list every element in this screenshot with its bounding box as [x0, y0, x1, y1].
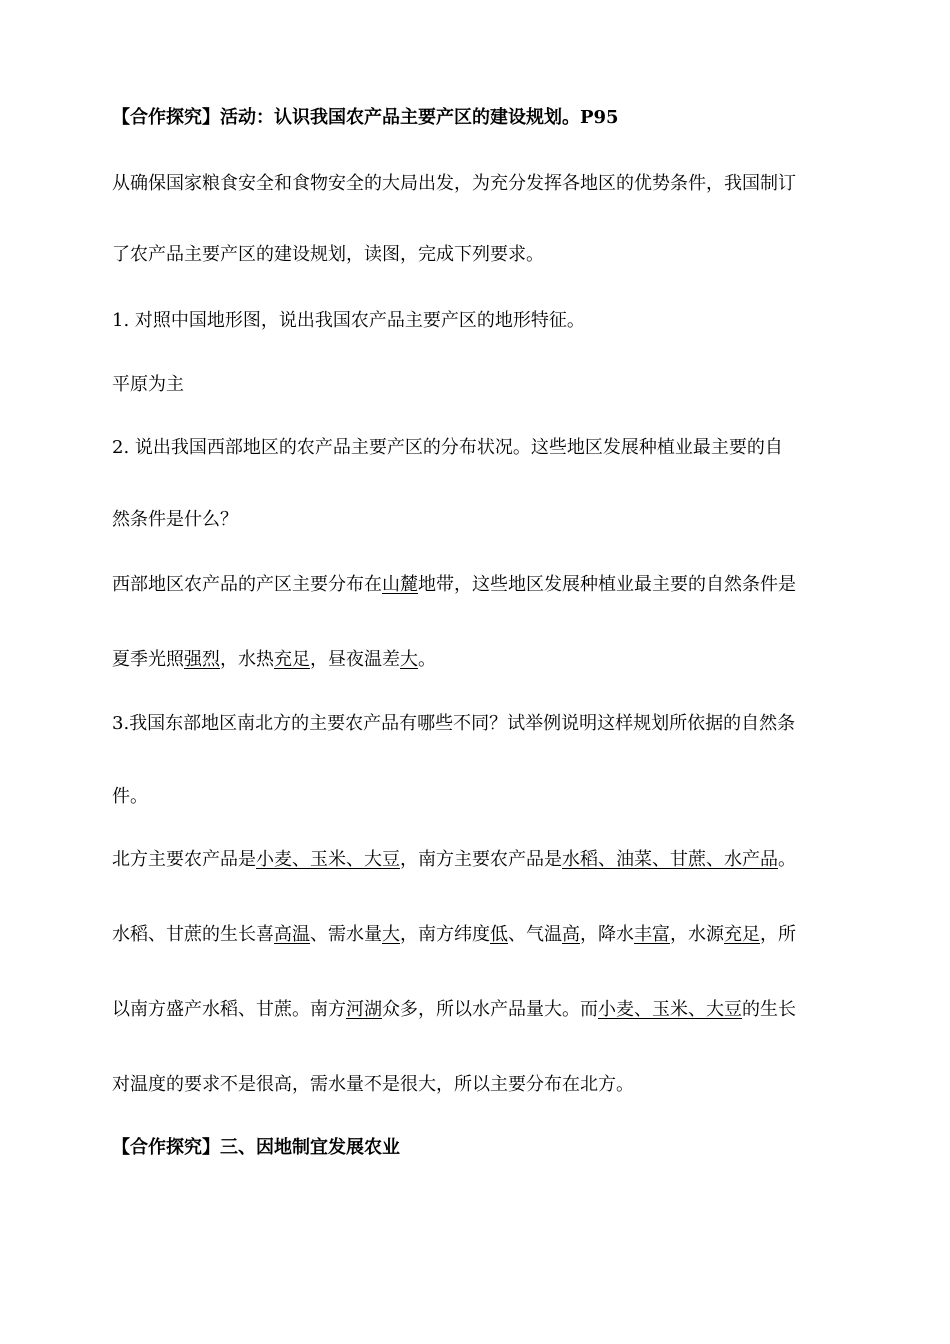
answer-text: 、需水量: [310, 924, 382, 945]
heading-bracket-label: 【合作探究】: [112, 1137, 220, 1158]
answer-text: 西部地区农产品的产区主要分布在: [112, 574, 382, 595]
answer-text: 、气温: [508, 924, 562, 945]
answer-text: ，水源: [670, 924, 724, 945]
answer-text: ，南方纬度: [400, 924, 490, 945]
question-3-line-1: 3.我国东部地区南北方的主要农产品有哪些不同？试举例说明这样规划所依据的自然条: [112, 713, 796, 734]
answer-text: 众多，所以水产品量大。而: [382, 999, 598, 1020]
answer-blank: 大: [400, 649, 418, 670]
section-heading-activity: [112, 106, 852, 130]
heading-text: 活动：认识我国农产品主要产区的建设规划。P95: [220, 107, 619, 128]
question-2-line-2: 然条件是什么？: [112, 509, 238, 530]
answer-text: 地带，这些地区发展种植业最主要的自然条件是: [418, 574, 796, 595]
answer-text: 的生长: [742, 999, 796, 1020]
answer-blank: 高温: [274, 924, 310, 945]
answer-3-line-3: [112, 998, 852, 1022]
answer-blank: 大: [382, 924, 400, 945]
answer-text: 。: [778, 849, 796, 870]
answer-blank: 河湖: [346, 999, 382, 1020]
answer-text: ，降水: [580, 924, 634, 945]
answer-text: 夏季光照: [112, 649, 184, 670]
answer-3-line-1: [112, 848, 852, 872]
answer-text: ，所: [760, 924, 796, 945]
intro-line-2: 了农产品主要产区的建设规划，读图，完成下列要求。: [112, 244, 544, 265]
answer-2-line-1: [112, 573, 852, 597]
answer-text: ，昼夜温差: [310, 649, 400, 670]
answer-text: 水稻、甘蔗的生长喜: [112, 924, 274, 945]
answer-blank: 充足: [724, 924, 760, 945]
answer-blank: 山麓: [382, 574, 418, 595]
question-3-line-2: 件。: [112, 786, 148, 807]
answer-2-line-2: [112, 648, 852, 672]
answer-blank: 低: [490, 924, 508, 945]
answer-blank: 水稻、油菜、甘蔗、水产品: [562, 849, 778, 870]
intro-line-1: 从确保国家粮食安全和食物安全的大局出发，为充分发挥各地区的优势条件，我国制订: [112, 173, 796, 194]
heading-text: 三、因地制宜发展农业: [220, 1137, 400, 1158]
heading-bracket-label: 【合作探究】: [112, 107, 220, 128]
answer-3-line-2: [112, 923, 852, 947]
answer-blank: 小麦、玉米、大豆: [598, 999, 742, 1020]
answer-blank: 丰富: [634, 924, 670, 945]
answer-blank: 充足: [274, 649, 310, 670]
answer-text: 。: [418, 649, 436, 670]
answer-blank: 小麦、玉米、大豆: [256, 849, 400, 870]
answer-text: ，水热: [220, 649, 274, 670]
answer-text: 以南方盛产水稻、甘蔗。南方: [112, 999, 346, 1020]
section-heading-agriculture: [112, 1136, 852, 1160]
answer-text: 北方主要农产品是: [112, 849, 256, 870]
answer-blank: 强烈: [184, 649, 220, 670]
answer-1: 平原为主: [112, 374, 184, 395]
question-2-line-1: 2. 说出我国西部地区的农产品主要产区的分布状况。这些地区发展种植业最主要的自: [112, 437, 783, 458]
answer-blank: 高: [562, 924, 580, 945]
answer-text: ，南方主要农产品是: [400, 849, 562, 870]
answer-3-line-4: 对温度的要求不是很高，需水量不是很大，所以主要分布在北方。: [112, 1074, 634, 1095]
question-1: 1. 对照中国地形图，说出我国农产品主要产区的地形特征。: [112, 310, 585, 331]
